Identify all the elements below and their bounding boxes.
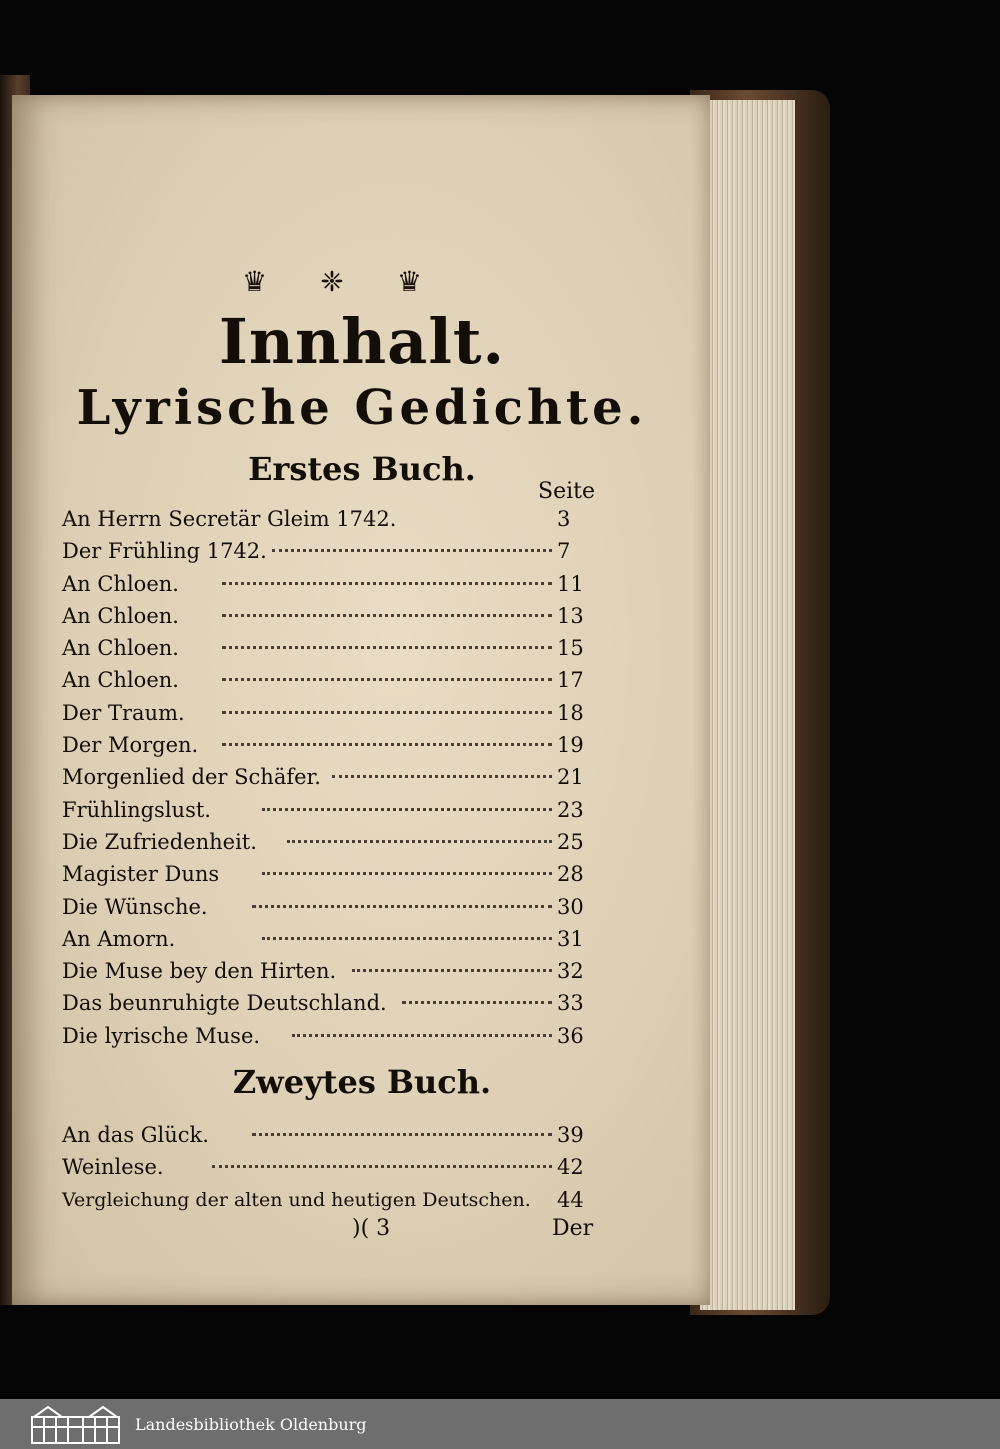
leader-dots bbox=[252, 1133, 552, 1136]
toc-entry-title: An Chloen. bbox=[62, 571, 179, 596]
leader-dots bbox=[252, 905, 552, 908]
library-building-icon bbox=[28, 1403, 123, 1445]
book2-heading: Zweytes Buch. bbox=[232, 1063, 492, 1101]
book-page bbox=[12, 95, 710, 1305]
toc-entry-page: 17 bbox=[557, 668, 584, 693]
toc-entry-page: 32 bbox=[557, 959, 584, 984]
toc-entry bbox=[62, 923, 602, 955]
toc-entry bbox=[62, 697, 602, 729]
toc-entry-page: 18 bbox=[557, 700, 584, 725]
toc-entry bbox=[62, 503, 602, 535]
toc-entry-page: 11 bbox=[557, 571, 584, 596]
crown-icon: ♛ bbox=[242, 265, 268, 298]
toc-entry bbox=[62, 664, 602, 696]
leader-dots bbox=[262, 808, 552, 811]
toc-entry-title: Die Zufriedenheit. bbox=[62, 829, 257, 854]
book1-heading: Erstes Buch. bbox=[248, 450, 476, 488]
toc-book2 bbox=[62, 1119, 602, 1216]
toc-book1 bbox=[62, 503, 602, 1052]
toc-entry-title: An Chloen. bbox=[62, 668, 179, 693]
signature-mark: )( 3 bbox=[352, 1216, 391, 1241]
flower-icon: ❈ bbox=[320, 265, 344, 298]
toc-entry-page: 30 bbox=[557, 894, 584, 919]
leader-dots bbox=[332, 775, 552, 778]
leader-dots bbox=[292, 1034, 552, 1037]
toc-entry bbox=[62, 1020, 602, 1052]
leader-dots bbox=[352, 969, 552, 972]
toc-entry bbox=[62, 632, 602, 664]
leader-dots bbox=[402, 1001, 552, 1004]
toc-entry bbox=[62, 568, 602, 600]
toc-entry bbox=[62, 794, 602, 826]
leader-dots bbox=[287, 840, 552, 843]
toc-entry-page: 19 bbox=[557, 733, 584, 758]
toc-entry-title: Vergleichung der alten und heutigen Deutschen. bbox=[62, 1188, 531, 1211]
library-name: Landesbibliothek Oldenburg bbox=[135, 1414, 367, 1434]
toc-entry-page: 7 bbox=[557, 539, 571, 564]
toc-entry bbox=[62, 858, 602, 890]
leader-dots bbox=[262, 937, 552, 940]
leader-dots bbox=[222, 614, 552, 617]
leader-dots bbox=[272, 549, 552, 552]
toc-entry-page: 25 bbox=[557, 829, 584, 854]
page-heading: Innhalt. bbox=[218, 305, 506, 378]
toc-entry-title: Die Wünsche. bbox=[62, 894, 208, 919]
toc-entry bbox=[62, 891, 602, 923]
leader-dots bbox=[212, 1165, 552, 1168]
toc-entry bbox=[62, 987, 602, 1019]
leader-dots bbox=[262, 872, 552, 875]
toc-entry-title: An Herrn Secretär Gleim 1742. bbox=[62, 507, 397, 531]
toc-entry-title: An Chloen. bbox=[62, 636, 179, 661]
crown-icon: ♛ bbox=[396, 265, 422, 298]
page-column-label: Seite bbox=[538, 479, 595, 504]
toc-entry bbox=[62, 1151, 602, 1183]
toc-entry-page: 23 bbox=[557, 797, 584, 822]
toc-entry-title: Die Muse bey den Hirten. bbox=[62, 959, 337, 984]
toc-entry-title: Magister Duns bbox=[62, 862, 220, 887]
toc-entry bbox=[62, 826, 602, 858]
ornament bbox=[242, 265, 422, 299]
toc-entry bbox=[62, 729, 602, 761]
toc-entry-page: 44 bbox=[557, 1187, 584, 1212]
catchword: Der bbox=[552, 1216, 594, 1241]
leader-dots bbox=[222, 582, 552, 585]
leader-dots bbox=[222, 678, 552, 681]
toc-entry-title: An das Glück. bbox=[62, 1123, 209, 1147]
toc-entry bbox=[62, 761, 602, 793]
toc-entry bbox=[62, 955, 602, 987]
toc-entry-page: 39 bbox=[557, 1123, 584, 1147]
toc-entry-page: 42 bbox=[557, 1155, 584, 1180]
toc-entry bbox=[62, 600, 602, 632]
toc-entry-title: Das beunruhigte Deutschland. bbox=[62, 991, 387, 1016]
toc-entry-page: 15 bbox=[557, 636, 584, 661]
toc-entry-title: Frühlingslust. bbox=[62, 797, 211, 822]
toc-entry-title: An Amorn. bbox=[62, 926, 176, 951]
toc-entry-page: 36 bbox=[557, 1023, 584, 1048]
toc-entry-title: Der Morgen. bbox=[62, 733, 199, 758]
toc-entry-title: Weinlese. bbox=[62, 1155, 164, 1180]
leader-dots bbox=[222, 711, 552, 714]
toc-entry-page: 28 bbox=[557, 862, 584, 887]
leader-dots bbox=[222, 646, 552, 649]
toc-entry-page: 13 bbox=[557, 603, 584, 628]
toc-entry-page: 31 bbox=[557, 926, 584, 951]
toc-entry-title: Die lyrische Muse. bbox=[62, 1023, 261, 1048]
toc-entry bbox=[62, 1119, 602, 1151]
leader-dots bbox=[222, 743, 552, 746]
section-heading: Lyrische Gedichte. bbox=[76, 380, 648, 436]
page-edges bbox=[700, 100, 795, 1310]
toc-entry-title: Der Traum. bbox=[62, 700, 185, 725]
library-footer bbox=[0, 1399, 1000, 1449]
toc-entry-page: 3 bbox=[557, 507, 571, 531]
toc-entry-title: An Chloen. bbox=[62, 603, 179, 628]
toc-entry bbox=[62, 1184, 602, 1216]
toc-entry-page: 33 bbox=[557, 991, 584, 1016]
toc-entry bbox=[62, 535, 602, 567]
toc-entry-title: Der Frühling 1742. bbox=[62, 539, 267, 564]
toc-entry-page: 21 bbox=[557, 765, 584, 790]
toc-entry-title: Morgenlied der Schäfer. bbox=[62, 765, 321, 790]
